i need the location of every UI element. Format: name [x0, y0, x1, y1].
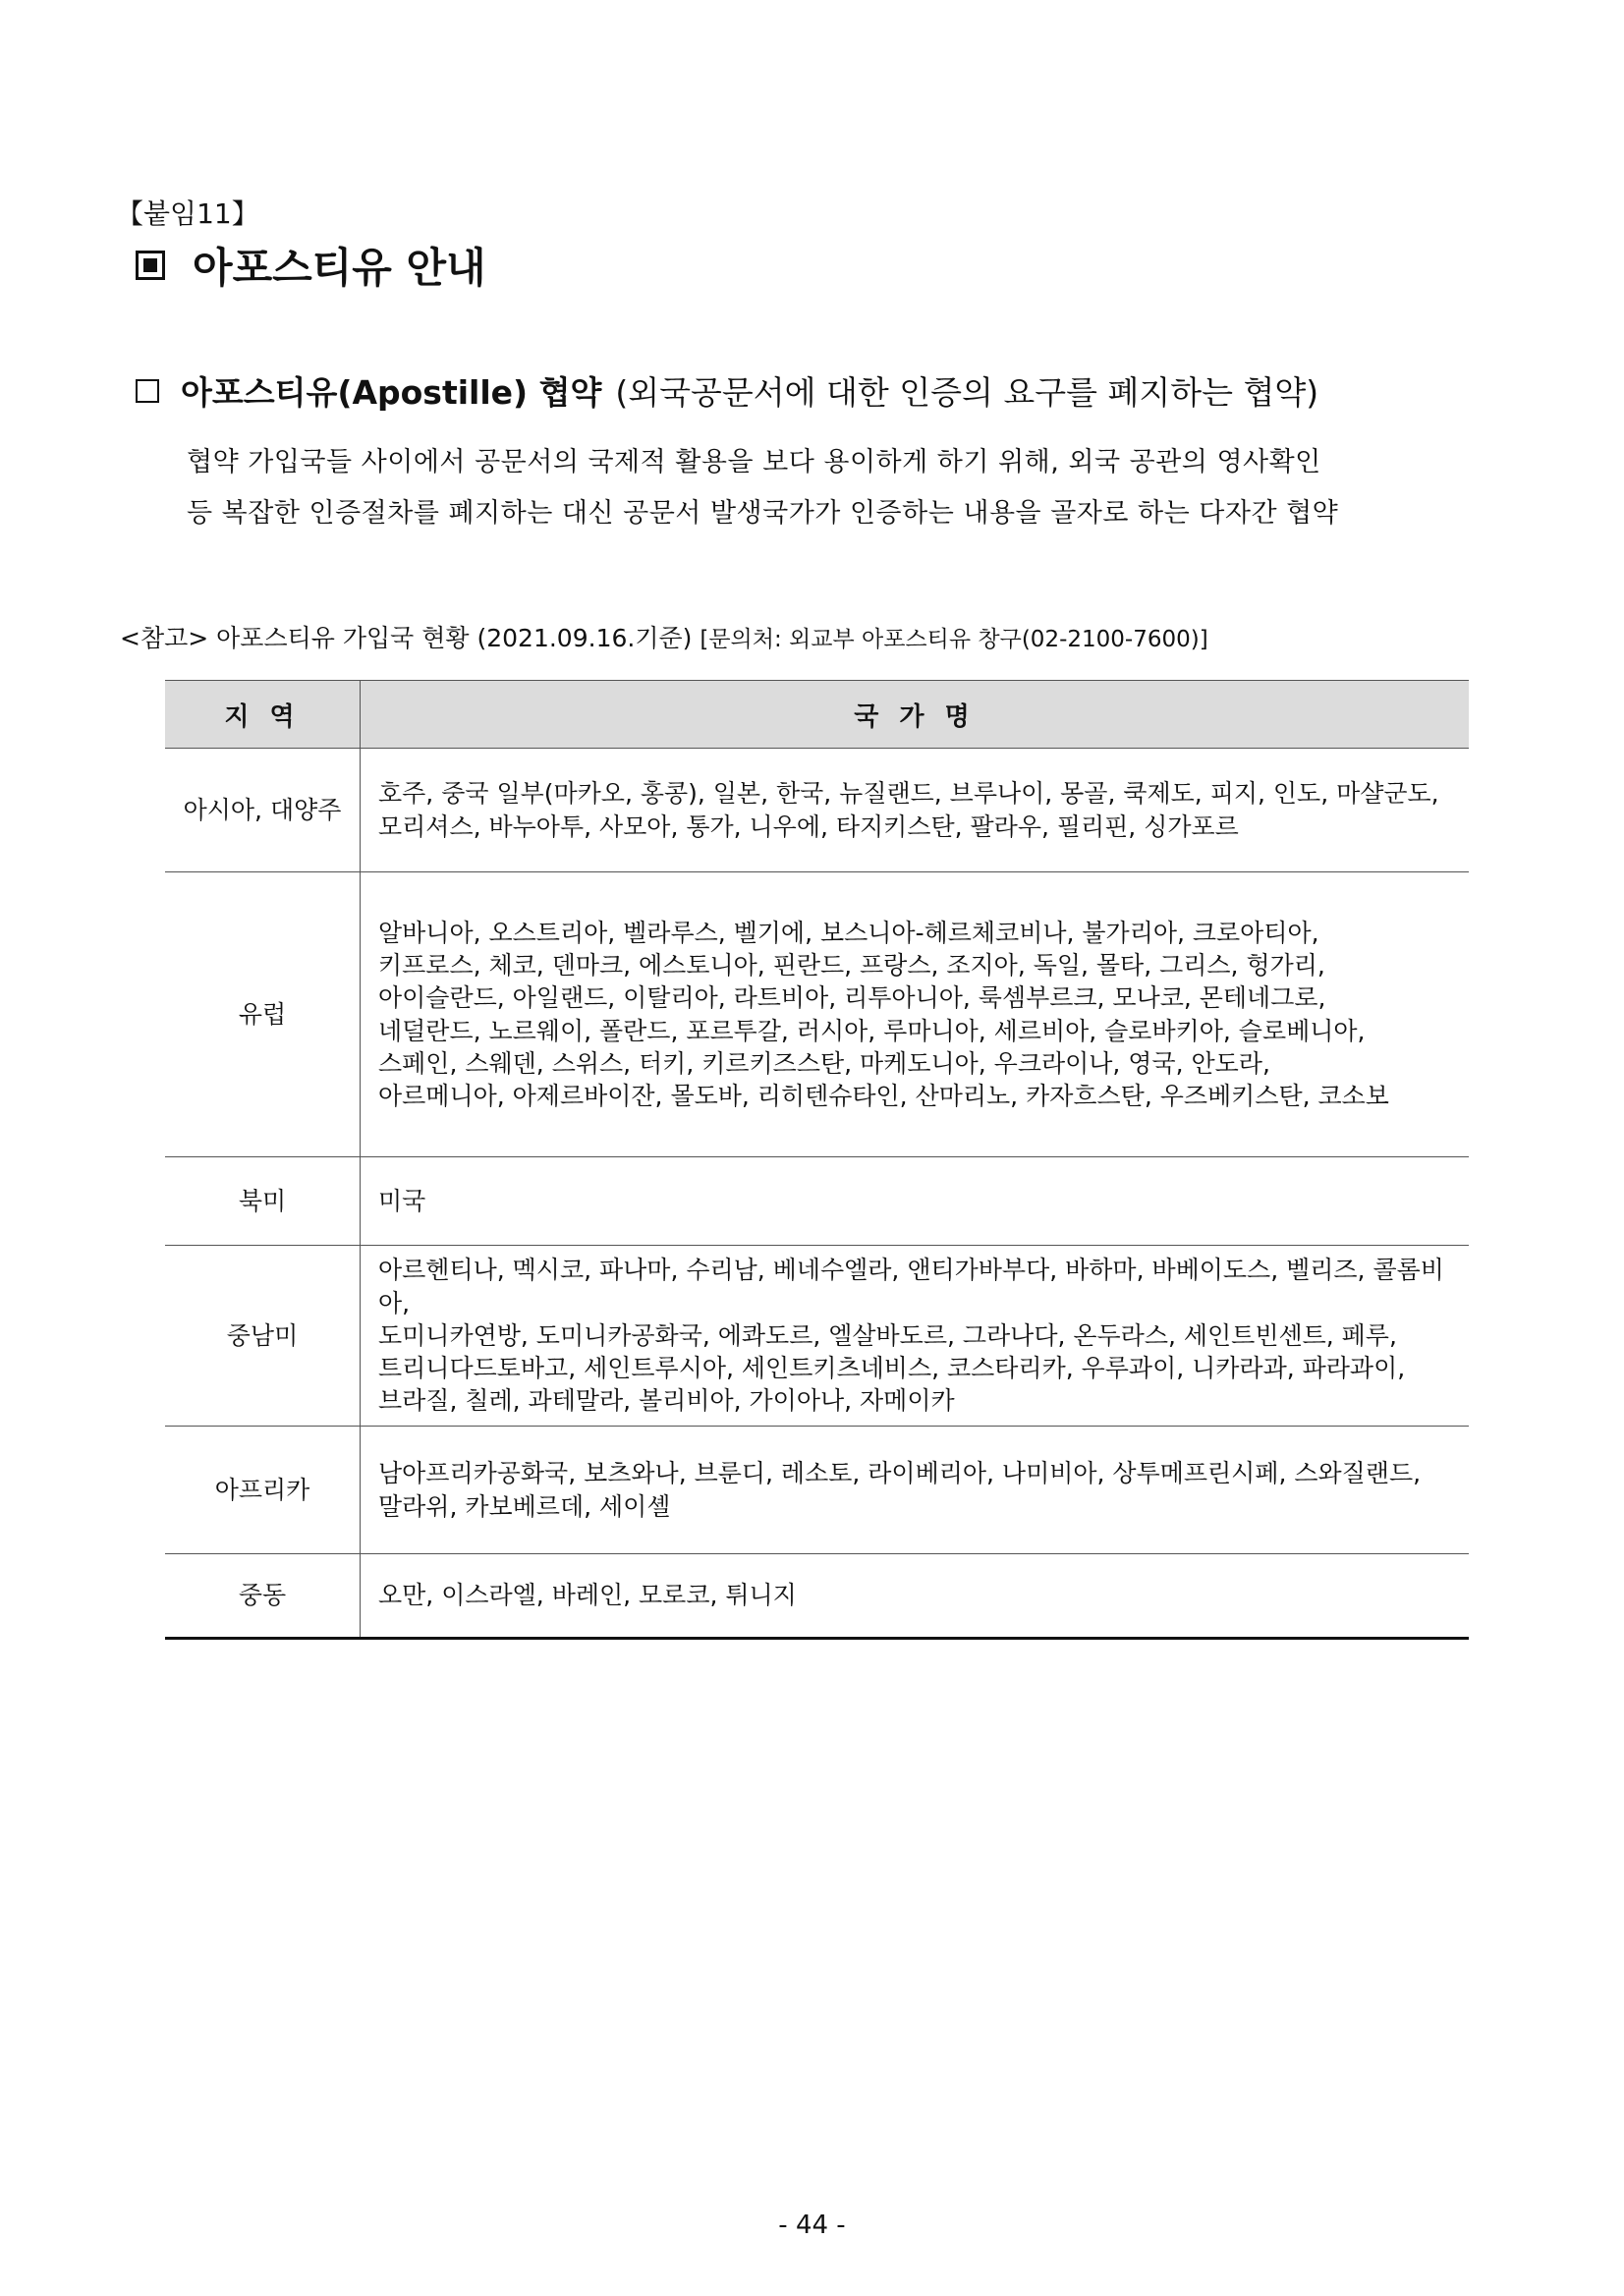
region-cell: 중남미 [165, 1246, 361, 1427]
countries-line: 스페인, 스웨덴, 스위스, 터키, 키르키즈스탄, 마케도니아, 우크라이나, 영국, 안도라, [378, 1048, 1270, 1078]
table-row [165, 1554, 1469, 1639]
region-cell: 아시아, 대양주 [165, 749, 361, 872]
table-row [165, 1427, 1469, 1554]
countries-line: 호주, 중국 일부(마카오, 홍콩), 일본, 한국, 뉴질랜드, 브루나이, 몽골, 쿡제도, 피지, 인도, 마샬군도, [378, 779, 1439, 809]
page-number: - 44 - [778, 2211, 846, 2240]
filled-square-icon [136, 251, 165, 280]
countries-line: 아이슬란드, 아일랜드, 이탈리아, 라트비아, 리투아니아, 룩셈부르크, 모나코, 몬테네그로, [378, 983, 1326, 1013]
countries-line: 남아프리카공화국, 보츠와나, 브룬디, 레소토, 라이베리아, 나미비아, 상투메프린시페, 스와질랜드, [378, 1459, 1422, 1488]
table-row [165, 1157, 1469, 1246]
countries-line: 미국 [378, 1186, 426, 1215]
empty-square-icon [136, 379, 159, 403]
region-cell: 아프리카 [165, 1427, 361, 1554]
member-countries-table [165, 680, 1469, 1640]
countries-line: 네덜란드, 노르웨이, 폴란드, 포르투갈, 러시아, 루마니아, 세르비아, 슬로바키아, 슬로베니아, [378, 1016, 1366, 1045]
countries-line: 도미니카연방, 도미니카공화국, 에콰도르, 엘살바도르, 그라나다, 온두라스, 세인트빈센트, 페루, [378, 1320, 1397, 1350]
description-line-2: 등 복잡한 인증절차를 폐지하는 대신 공문서 발생국가가 인증하는 내용을 골자로 하는 다자간 협약 [187, 498, 1339, 529]
page-title-text: 아포스티유 안내 [193, 244, 486, 292]
countries-cell [361, 872, 1470, 1157]
attachment-label: 【붙임11】 [116, 197, 259, 230]
countries-line: 트리니다드토바고, 세인트루시아, 세인트키츠네비스, 코스타리카, 우루과이, 니카라과, 파라과이, [378, 1354, 1406, 1383]
section-heading-paren: (외국공문서에 대한 인증의 요구를 폐지하는 협약) [615, 373, 1319, 412]
countries-line: 말라위, 카보베르데, 세이셸 [378, 1491, 671, 1521]
countries-line: 아르메니아, 아제르바이잔, 몰도바, 리히텐슈타인, 산마리노, 카자흐스탄, 우즈베키스탄, 코소보 [378, 1082, 1389, 1110]
section-heading [136, 367, 1318, 414]
countries-cell [361, 1427, 1470, 1554]
reference-contact: [문의처: 외교부 아포스티유 창구(02-2100-7600)] [700, 627, 1208, 652]
region-cell: 유럽 [165, 872, 361, 1157]
table-header-row [165, 681, 1469, 749]
countries-line: 모리셔스, 바누아투, 사모아, 통가, 니우에, 타지키스탄, 팔라우, 필리핀, 싱가포르 [378, 812, 1239, 841]
table-row [165, 1246, 1469, 1427]
reference-line [120, 619, 1208, 654]
countries-line: 브라질, 칠레, 과테말라, 볼리비아, 가이아나, 자메이카 [378, 1386, 955, 1416]
countries-cell [361, 1157, 1470, 1246]
countries-cell [361, 1554, 1470, 1639]
countries-line: 알바니아, 오스트리아, 벨라루스, 벨기에, 보스니아-헤르체코비나, 불가리아, 크로아티아, [378, 918, 1319, 947]
page-title [136, 236, 486, 295]
section-heading-bold: 아포스티유(Apostille) 협약 [181, 373, 602, 412]
countries-line: 아르헨티나, 멕시코, 파나마, 수리남, 베네수엘라, 앤티가바부다, 바하마, 바베이도스, 벨리즈, 콜롬비아, [378, 1256, 1444, 1317]
countries-cell [361, 749, 1470, 872]
description-line-1: 협약 가입국들 사이에서 공문서의 국제적 활용을 보다 용이하게 하기 위해, 외국 공관의 영사확인 [187, 447, 1321, 477]
region-cell: 중동 [165, 1554, 361, 1639]
countries-cell [361, 1246, 1470, 1427]
countries-line: 오만, 이스라엘, 바레인, 모로코, 튀니지 [378, 1581, 797, 1610]
reference-text: <참고> 아포스티유 가입국 현황 (2021.09.16.기준) [120, 624, 693, 652]
header-countries: 국 가 명 [361, 681, 1470, 749]
countries-line: 키프로스, 체코, 덴마크, 에스토니아, 핀란드, 프랑스, 조지아, 독일, 몰타, 그리스, 헝가리, [378, 951, 1325, 980]
header-region: 지 역 [165, 681, 361, 749]
region-cell: 북미 [165, 1157, 361, 1246]
table-row [165, 749, 1469, 872]
table-row [165, 872, 1469, 1157]
